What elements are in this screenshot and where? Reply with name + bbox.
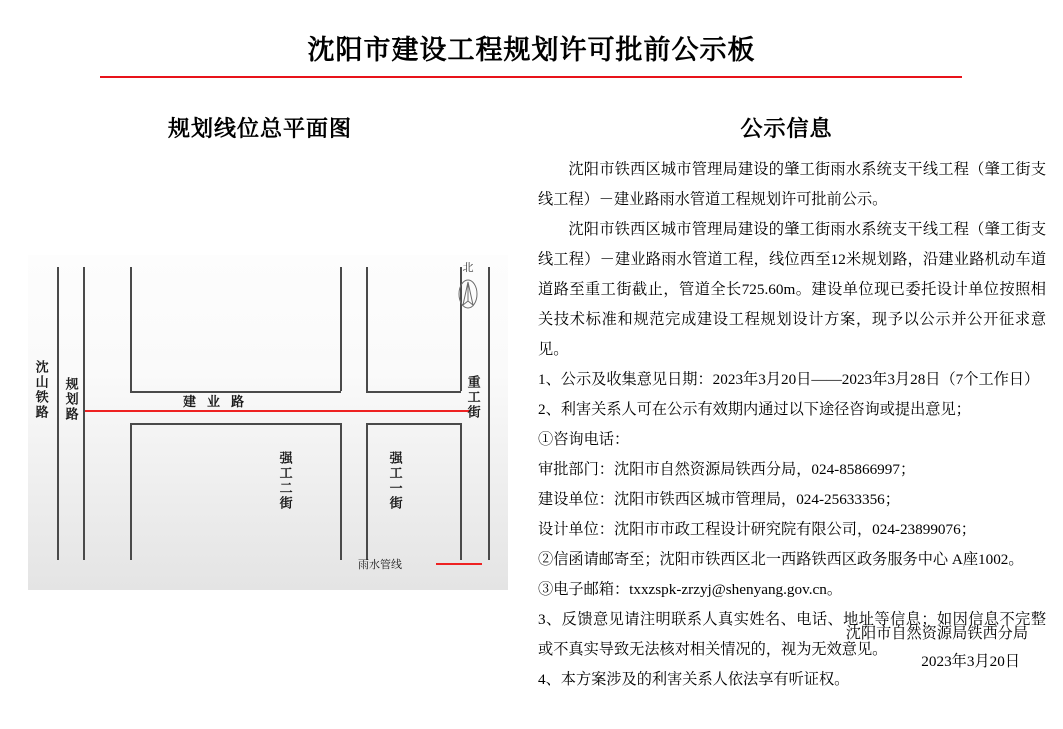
compass-north-icon — [456, 277, 480, 311]
road-edge-railway-left-lower — [57, 423, 59, 560]
signature-date: 2023年3月20日 — [921, 653, 1020, 670]
notice-paragraph: 审批部门：沈阳市自然资源局铁西分局，024-85866997； — [538, 461, 916, 478]
road-edge-block-c-right — [340, 423, 342, 560]
notice-paragraph: ③电子邮箱：txxzspk-zrzyj@shenyang.gov.cn。 — [538, 581, 843, 598]
map-legend — [358, 555, 503, 575]
map-label-main-road: 建业路 — [183, 394, 256, 409]
notice-paragraph: 2、利害关系人可在公示有效期内通过以下途径咨询或提出意见； — [538, 401, 971, 418]
road-edge-block-b-bottom — [366, 391, 461, 393]
road-edge-block-a-bottom — [130, 391, 341, 393]
signature-organization: 沈阳市自然资源局铁西分局 — [845, 625, 1028, 642]
notice-paragraph: ①咨询电话： — [538, 431, 630, 448]
road-edge-block-c-left — [130, 423, 132, 560]
map-label-railway: 沈山铁路 — [33, 360, 49, 420]
north-arrow-group — [448, 259, 488, 329]
notice-paragraph: 沈阳市铁西区城市管理局建设的肇工街雨水系统支干线工程（肇工街支线工程）－建业路雨水管道工程，线位西至12米规划路，沿建业路机动车道道路至重工街截止，管道全长725.60m。建设单位现已委托设计单位按照相关技术标准和规范完成建设工程规划设计方案，现予以公示并公开征求意见。 — [538, 221, 1046, 358]
road-edge-block-a-left — [130, 267, 132, 391]
road-edge-block-d-right — [460, 423, 462, 560]
plan-section-title: 规划线位总平面图 — [167, 116, 352, 141]
notice-paragraph: 4、本方案涉及的利害关系人依法享有听证权。 — [538, 671, 850, 688]
signature-block — [538, 620, 1038, 676]
road-edge-zhonggong-right-lower — [488, 423, 490, 560]
plan-map — [28, 255, 508, 590]
notice-section — [530, 100, 1053, 688]
notice-paragraph: ②信函请邮寄至；沈阳市铁西区北一西路铁西区政务服务中心 A座1002。 — [538, 551, 1024, 568]
road-edge-block-b-left — [366, 267, 368, 391]
legend-label-rainwater-pipeline: 雨水管线 — [358, 559, 402, 571]
notice-paragraph: 设计单位：沈阳市市政工程设计研究院有限公司，024-23899076； — [538, 521, 976, 538]
notice-paragraph: 1、公示及收集意见日期：2023年3月20日——2023年3月28日（7个工作日） — [538, 371, 1040, 388]
notice-section-title: 公示信息 — [740, 116, 833, 141]
title-divider — [100, 76, 962, 78]
page-title: 沈阳市建设工程规划许可批前公示板 — [307, 35, 756, 65]
map-label-zhonggong-street: 重工街 — [465, 375, 481, 420]
north-label: 北 — [462, 262, 474, 274]
rainwater-pipeline — [85, 410, 470, 412]
road-edge-railway-right-lower — [83, 423, 85, 560]
road-edge-block-c-top — [130, 423, 341, 425]
road-edge-block-d-left — [366, 423, 368, 560]
road-edge-block-a-right — [340, 267, 342, 391]
notice-paragraph: 3、反馈意见请注明联系人真实姓名、电话、地址等信息；如因信息不完整或不真实导致无法核对相关情况的，视为无效意见。 — [538, 611, 1046, 658]
map-label-qianggong-2nd-street: 强工二街 — [277, 451, 293, 511]
road-edge-block-d-top — [366, 423, 461, 425]
map-label-qianggong-1st-street: 强工一街 — [387, 451, 403, 511]
notice-paragraph: 沈阳市铁西区城市管理局建设的肇工街雨水系统支干线工程（肇工街支线工程）－建业路雨水管道工程规划许可批前公示。 — [538, 161, 1046, 208]
page-header — [0, 0, 1063, 80]
map-label-planned-road: 规划路 — [63, 377, 79, 422]
legend-swatch-rainwater-pipeline — [436, 563, 482, 565]
notice-body — [538, 155, 1046, 695]
notice-paragraph: 建设单位：沈阳市铁西区城市管理局，024-25633356； — [538, 491, 900, 508]
plan-drawing-section — [10, 100, 520, 620]
